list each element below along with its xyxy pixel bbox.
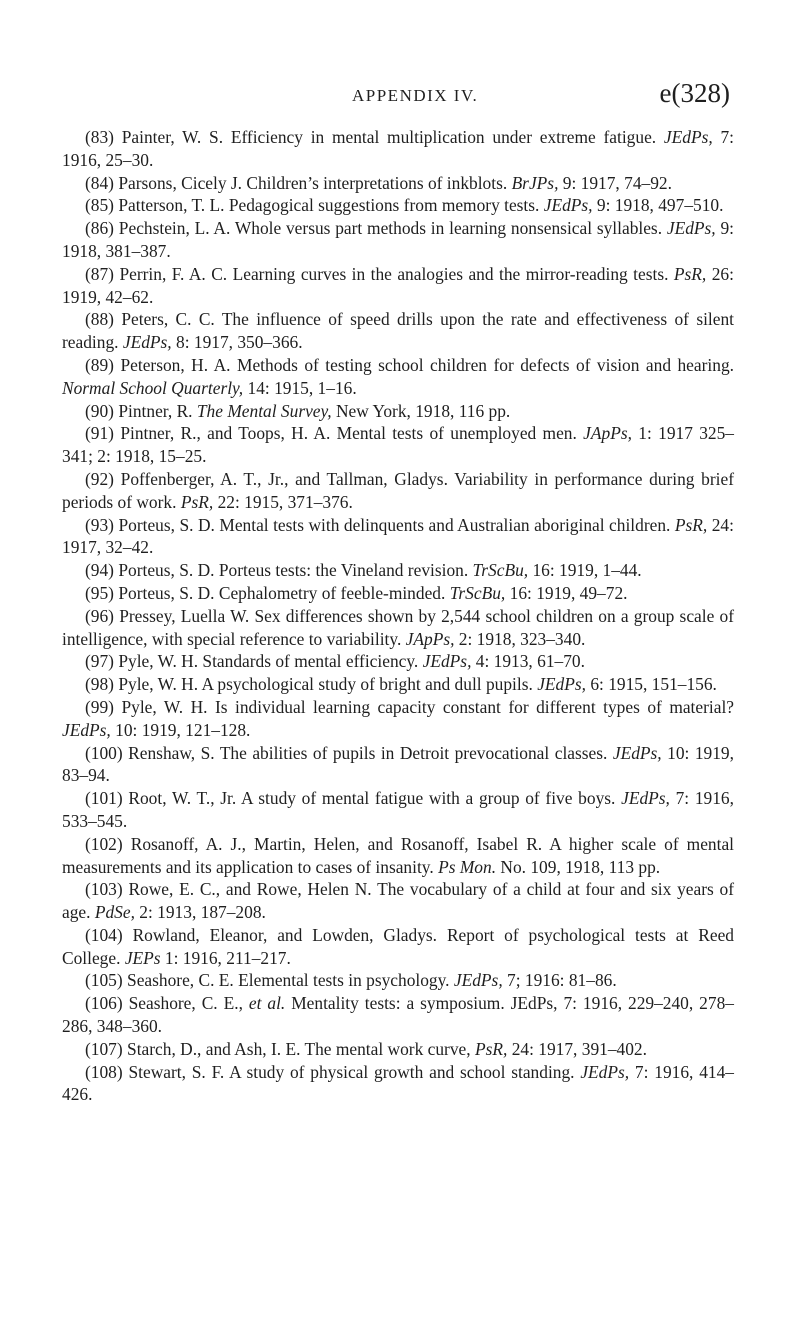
reference-citation: 7; 1916: 81–86. [507, 970, 617, 991]
reference-journal: JEdPs, [62, 719, 111, 740]
reference-citation: 14: 1915, 1–16. [247, 377, 357, 398]
reference-journal: PsR, [674, 514, 708, 535]
reference-title: Learning curves in the analogies and the mirror-reading tests. [232, 263, 669, 284]
running-header [62, 78, 730, 118]
reference-entry [62, 1061, 734, 1107]
reference-number: (83) [85, 127, 114, 147]
reference-authors: Seashore, C. E. [127, 970, 234, 991]
reference-entry [62, 400, 734, 423]
reference-authors: Perrin, F. A. C. [119, 263, 228, 284]
reference-authors: Pyle, W. H. [118, 651, 199, 672]
reference-title: Efficiency in mental multiplication under extreme fatigue. [230, 127, 657, 147]
reference-entry [62, 878, 734, 924]
reference-journal: JEdPs, [543, 195, 593, 216]
reference-journal: JEdPs, [666, 218, 716, 239]
reference-authors: Pintner, R., and Toops, H. A. [120, 423, 331, 444]
reference-entry [62, 833, 734, 879]
reference-journal: JApPs, [583, 423, 632, 444]
reference-authors: Painter, W. S. [121, 127, 224, 147]
reference-authors: Rowe, E. C., and Rowe, Helen N. [128, 879, 372, 900]
reference-title: The mental work curve, [304, 1038, 471, 1059]
reference-entry [62, 194, 734, 217]
reference-number: (107) [85, 1038, 123, 1059]
reference-entry [62, 605, 734, 651]
reference-number: (92) [85, 468, 114, 489]
reference-citation: 1: 1916, 211–217. [164, 947, 291, 968]
reference-number: (95) [85, 582, 114, 603]
reference-authors: Pyle, W. H. [118, 674, 199, 695]
reference-authors: Peters, C. C. [121, 309, 215, 330]
reference-title: Mental tests with delinquents and Australian aboriginal children. [219, 514, 671, 535]
reference-citation: No. 109, 1918, 113 pp. [500, 856, 661, 877]
reference-number: (90) [85, 400, 114, 421]
reference-title: Whole versus part methods in learning nonsensical syllables. [234, 218, 663, 239]
header-title: APPENDIX IV. [352, 86, 479, 105]
reference-citation: 7: 1916, 414–426. [62, 1061, 734, 1105]
reference-entry [62, 468, 734, 514]
reference-authors: Parsons, Cicely J. [118, 172, 243, 193]
reference-journal: JEdPs, [122, 332, 172, 353]
reference-authors: Seashore, C. E., [128, 993, 243, 1014]
reference-authors: Porteus, S. D. [118, 582, 215, 603]
reference-title: Mental tests of unemployed men. [336, 423, 577, 444]
reference-journal: Ps Mon. [438, 856, 497, 877]
reference-entry [62, 172, 734, 195]
reference-citation: 6: 1915, 151–156. [590, 674, 717, 695]
reference-citation: 24: 1917, 32–42. [62, 514, 734, 558]
reference-title: Standards of mental efficiency. [202, 651, 419, 672]
reference-entry [62, 514, 734, 560]
reference-citation: 22: 1915, 371–376. [217, 491, 353, 512]
reference-entry [62, 582, 734, 605]
reference-authors: Pyle, W. H. [121, 696, 208, 717]
reference-title: Elemental tests in psychology. [238, 970, 450, 991]
reference-entry [62, 924, 734, 970]
reference-citation: 4: 1913, 61–70. [475, 651, 585, 672]
reference-citation: 7: 1916, 25–30. [62, 127, 734, 170]
reference-number: (99) [85, 696, 114, 717]
reference-title: Children’s interpretations of inkblots. [246, 172, 508, 193]
reference-citation: 9: 1917, 74–92. [562, 172, 672, 193]
reference-title: The influence of speed drills upon the rate and effectiveness of silent reading. [62, 309, 734, 353]
reference-title: Pedagogical suggestions from memory tests. [228, 195, 540, 216]
reference-title: A study of physical growth and school standing. [229, 1061, 575, 1082]
reference-authors: Rowland, Eleanor, and Lowden, Gladys. [132, 924, 438, 945]
reference-title: Cephalometry of feeble-minded. [218, 582, 446, 603]
reference-authors: Porteus, S. D. [118, 560, 215, 581]
reference-authors: Stewart, S. F. [128, 1061, 225, 1082]
reference-citation: 1: 1917 325–341; 2: 1918, 15–25. [62, 423, 734, 467]
reference-list [62, 126, 734, 1106]
reference-citation: Mentality tests: a symposium. JEdPs, 7: 1916, 229–240, 278–286, 348–360. [62, 993, 734, 1037]
reference-journal: PdSe, [94, 902, 135, 923]
reference-journal: PsR, [673, 263, 707, 284]
reference-number: (86) [85, 218, 114, 239]
reference-number: (105) [85, 970, 123, 991]
reference-title: Is individual learning capacity constant for different types of material? [214, 696, 735, 717]
reference-authors: Pechstein, L. A. [118, 218, 231, 239]
reference-entry [62, 992, 734, 1038]
reference-journal: JEPs [124, 947, 161, 968]
reference-citation: 16: 1919, 49–72. [509, 582, 628, 603]
reference-number: (88) [85, 309, 114, 330]
reference-journal: The Mental Survey, [196, 400, 332, 421]
reference-journal: PsR, [474, 1038, 508, 1059]
reference-citation: 2: 1913, 187–208. [139, 902, 266, 923]
reference-number: (85) [85, 195, 114, 216]
reference-authors: Porteus, S. D. [118, 514, 215, 535]
reference-citation: 9: 1918, 381–387. [62, 218, 734, 261]
reference-title: Sex differences shown by 2,544 school children on a group scale of intelligence, with special reference to variability. [62, 605, 734, 649]
reference-entry [62, 354, 734, 400]
reference-citation: 16: 1919, 1–44. [532, 560, 642, 581]
reference-authors: Root, W. T., Jr. [128, 788, 237, 809]
reference-number: (101) [85, 788, 123, 809]
reference-number: (97) [85, 651, 114, 672]
reference-authors: Rosanoff, A. J., Martin, Helen, and Rosanoff, Isabel R. [130, 833, 543, 854]
reference-journal: JEdPs, [580, 1061, 630, 1082]
reference-citation: 24: 1917, 391–402. [511, 1038, 647, 1059]
reference-citation: 26: 1919, 42–62. [62, 263, 734, 307]
reference-entry [62, 217, 734, 263]
reference-authors: Patterson, T. L. [118, 195, 225, 216]
reference-journal: BrJPs, [511, 172, 559, 193]
reference-title: A study of mental fatigue with a group of five boys. [240, 788, 616, 809]
reference-journal: JEdPs, [663, 127, 713, 147]
reference-journal: JEdPs, [422, 651, 472, 672]
reference-authors: Peterson, H. A. [120, 354, 231, 375]
reference-journal: JEdPs, [621, 788, 670, 809]
reference-title: The vocabulary of a child at four and six years of age. [62, 879, 735, 923]
reference-authors: Renshaw, S. [128, 742, 215, 763]
reference-entry [62, 559, 734, 582]
reference-authors: Starch, D., and Ash, I. E. [127, 1038, 301, 1059]
reference-entry [62, 969, 734, 992]
reference-title: A psychological study of bright and dull pupils. [201, 674, 533, 695]
reference-entry [62, 422, 734, 468]
reference-entry [62, 787, 734, 833]
reference-journal: TrScBu, [449, 582, 506, 603]
reference-number: (106) [85, 993, 123, 1014]
reference-authors: Pintner, R. [118, 400, 193, 421]
reference-journal: JEdPs, [612, 742, 662, 763]
reference-citation: 7: 1916, 533–545. [62, 788, 734, 831]
reference-number: (89) [85, 354, 114, 375]
reference-entry [62, 308, 734, 354]
reference-title: Variability in performance during brief periods of work. [62, 468, 734, 512]
reference-number: (108) [85, 1061, 123, 1082]
reference-entry [62, 263, 734, 309]
reference-number: (103) [85, 879, 123, 900]
reference-number: (96) [85, 605, 114, 626]
page-number: e(328) [659, 78, 730, 108]
reference-journal: JEdPs, [453, 970, 503, 991]
reference-journal: et al. [248, 993, 286, 1014]
reference-journal: JApPs, [405, 628, 455, 649]
reference-authors: Poffenberger, A. T., Jr., and Tallman, Gladys. [120, 468, 448, 489]
reference-citation: 10: 1919, 121–128. [115, 719, 251, 740]
reference-citation: 2: 1918, 323–340. [458, 628, 586, 649]
reference-entry [62, 696, 734, 742]
reference-number: (91) [85, 423, 114, 444]
reference-citation: 8: 1917, 350–366. [176, 332, 303, 353]
reference-citation: New York, 1918, 116 pp. [336, 400, 511, 421]
reference-citation: 10: 1919, 83–94. [62, 742, 734, 786]
reference-entry [62, 742, 734, 788]
reference-number: (87) [85, 263, 114, 284]
reference-title: Methods of testing school children for defects of vision and hearing. [237, 354, 734, 375]
reference-entry [62, 126, 734, 172]
reference-entry [62, 1038, 734, 1061]
reference-entry [62, 673, 734, 696]
reference-number: (93) [85, 514, 114, 535]
reference-title: Porteus tests: the Vineland revision. [218, 560, 469, 581]
reference-title: The abilities of pupils in Detroit prevocational classes. [219, 742, 608, 763]
reference-citation: 9: 1918, 497–510. [596, 195, 724, 216]
reference-number: (94) [85, 560, 114, 581]
reference-journal: PsR, [180, 491, 214, 512]
reference-title: Report of psychological tests at Reed College. [62, 924, 734, 968]
reference-number: (84) [85, 172, 114, 193]
reference-journal: Normal School Quarterly, [62, 377, 244, 398]
reference-number: (100) [85, 742, 123, 763]
reference-entry [62, 650, 734, 673]
reference-number: (98) [85, 674, 114, 695]
reference-journal: TrScBu, [472, 560, 529, 581]
reference-number: (102) [85, 833, 123, 854]
reference-journal: JEdPs, [537, 674, 586, 695]
reference-number: (104) [85, 924, 123, 945]
reference-title: A higher scale of mental measurements and its application to cases of insanity. [62, 833, 735, 877]
reference-authors: Pressey, Luella W. [119, 605, 250, 626]
